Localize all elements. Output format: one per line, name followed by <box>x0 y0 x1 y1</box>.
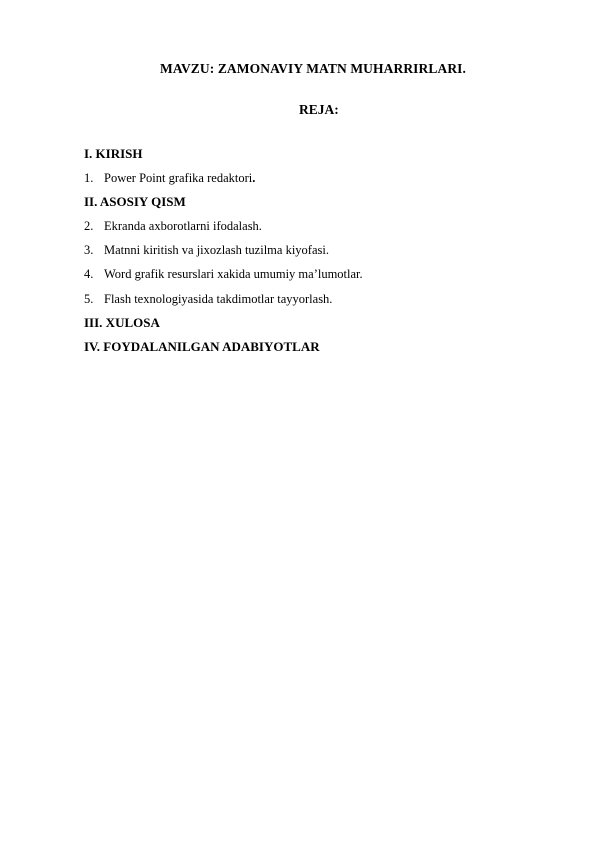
plan-item <box>84 214 363 238</box>
item-text: Matnni kiritish va jixozlash tuzilma kiyofasi. <box>104 243 329 258</box>
plan-list <box>84 142 363 359</box>
plan-section <box>84 335 363 359</box>
plan-item <box>84 287 363 311</box>
plan-item <box>84 238 363 262</box>
plan-item <box>84 262 363 286</box>
document-title: MAVZU: ZAMONAVIY MATN MUHARRIRLARI. <box>160 61 466 76</box>
item-number: 1. <box>84 171 94 186</box>
section-label: III. XULOSA <box>84 314 160 330</box>
item-number: 2. <box>84 219 94 234</box>
section-label: II. ASOSIY QISM <box>84 194 186 210</box>
item-text: Ekranda axborotlarni ifodalash. <box>104 219 262 234</box>
section-label: IV. FOYDALANILGAN ADABIYOTLAR <box>84 338 320 354</box>
plan-item <box>84 166 363 190</box>
item-text: Word grafik resurslari xakida umumiy ma’lumotlar. <box>104 267 363 282</box>
item-suffix: . <box>252 171 256 186</box>
item-text: Power Point grafika redaktori <box>104 171 253 186</box>
plan-section <box>84 142 363 166</box>
item-number: 5. <box>84 291 94 306</box>
section-label: I. KIRISH <box>84 146 143 161</box>
plan-section <box>84 190 363 214</box>
plan-heading: REJA: <box>299 102 339 117</box>
item-number: 4. <box>84 267 94 282</box>
item-text: Flash texnologiyasida takdimotlar tayyorlash. <box>104 291 333 306</box>
plan-section <box>84 311 363 335</box>
item-number: 3. <box>84 243 94 258</box>
